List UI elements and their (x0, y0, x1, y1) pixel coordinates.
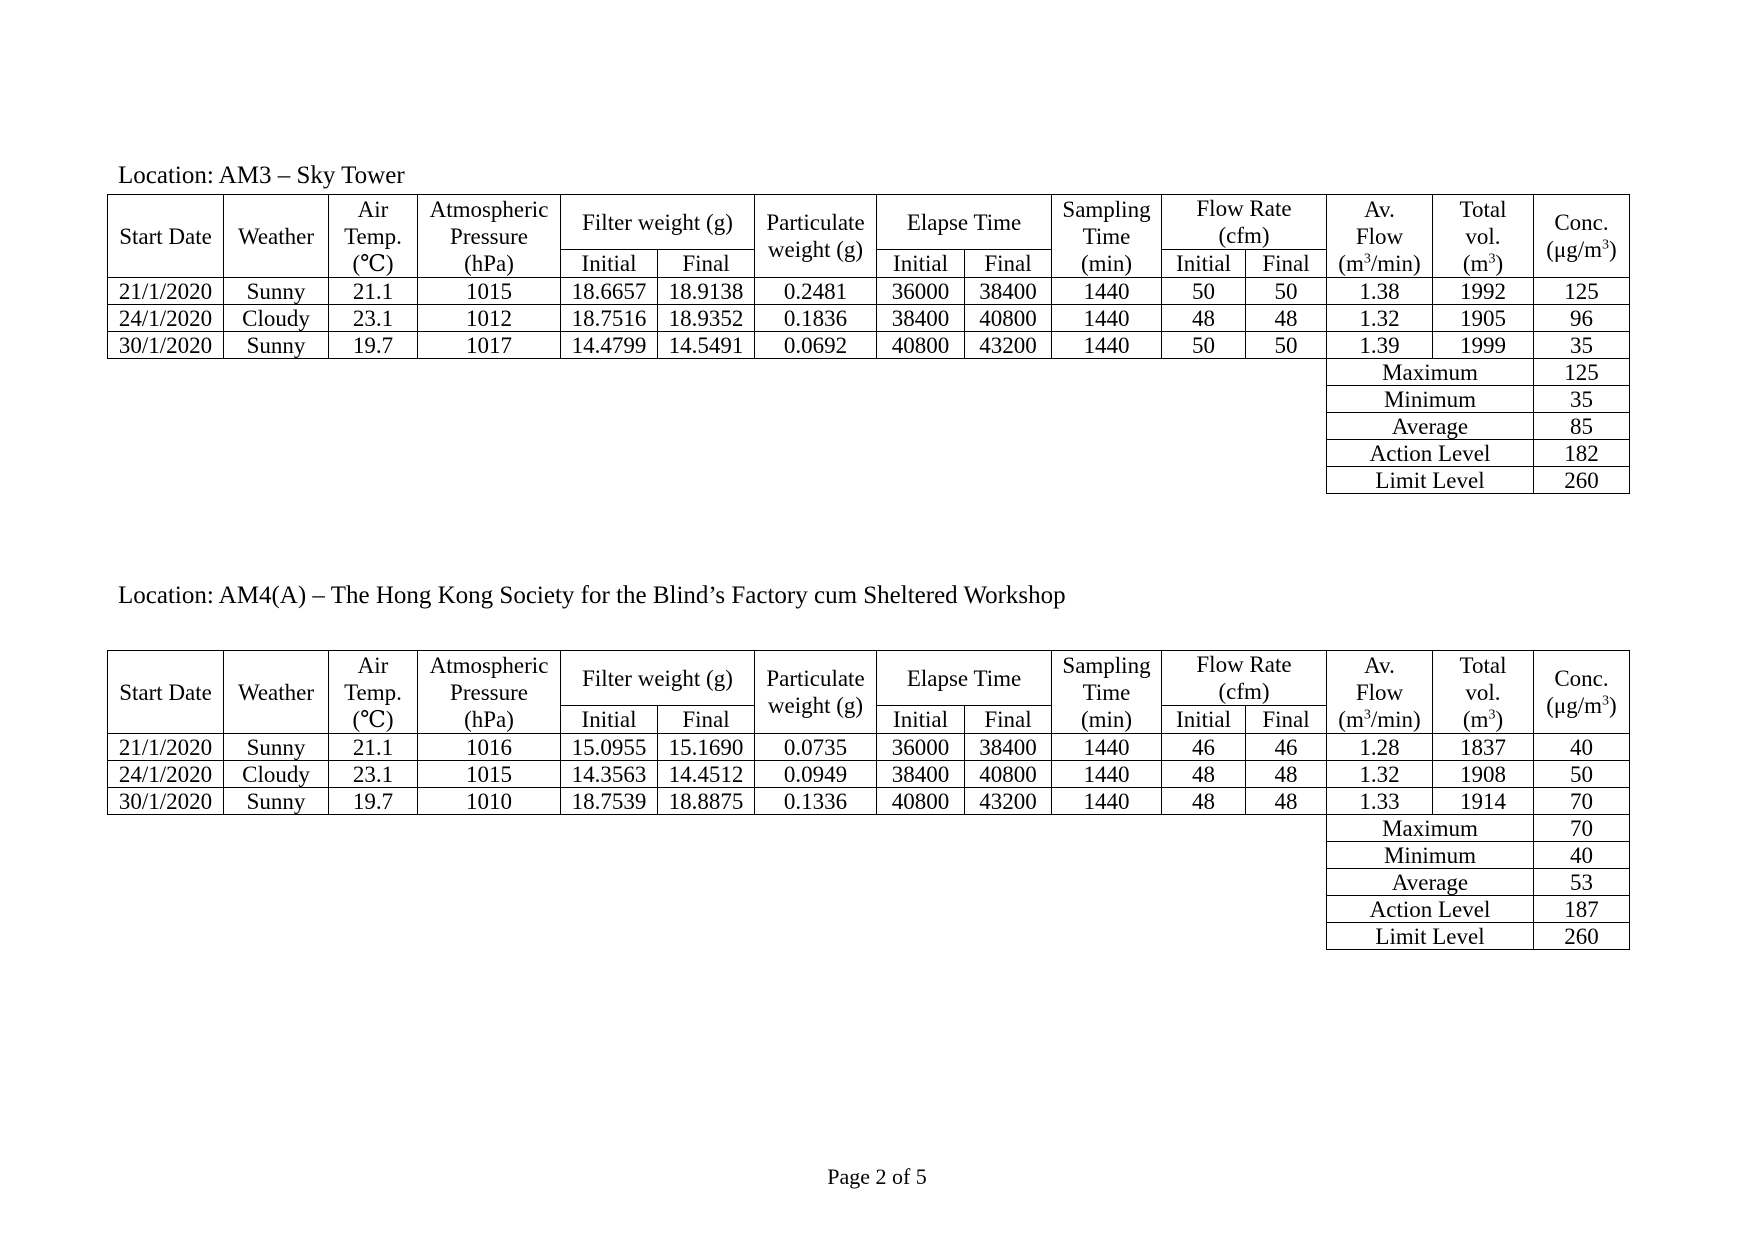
cell-flow-final: 48 (1246, 788, 1327, 815)
col-header-av-flow: Av. Flow $(m^3/\min)$ (1327, 651, 1433, 734)
page-number (0, 1164, 1754, 1190)
summary-label: Minimum (1327, 842, 1534, 869)
cell-air-temp: 21.1 (329, 734, 418, 761)
cell-particulate-weight: 0.0949 (755, 761, 877, 788)
cell-conc: 50 (1534, 761, 1630, 788)
air-monitoring-table (107, 650, 1630, 950)
summary-value: 53 (1534, 869, 1630, 896)
summary-label: Average (1327, 413, 1534, 440)
page-total: 5 (915, 1164, 927, 1189)
cell-elapse-final: 38400 (965, 734, 1052, 761)
summary-row (108, 815, 1630, 842)
col-header-av-flow: Av. Flow $(m^3/\min)$ (1327, 195, 1433, 278)
cell-pressure: 1016 (418, 734, 561, 761)
cell-flow-final: 48 (1246, 761, 1327, 788)
cell-filter-initial: 18.6657 (561, 278, 658, 305)
summary-label: Maximum (1327, 359, 1534, 386)
subheader-final: Final (1246, 706, 1327, 734)
cell-particulate-weight: 0.0692 (755, 332, 877, 359)
cell-flow-initial: 48 (1162, 788, 1246, 815)
cell-air-temp: 23.1 (329, 305, 418, 332)
section-title: Location: AM4(A) – The Hong Kong Society for the Blind’s Factory cum Sheltered Workshop (118, 582, 1066, 609)
cell-av-flow: 1.33 (1327, 788, 1433, 815)
col-header-flow-rate: Flow Rate (cfm) (1162, 651, 1327, 706)
summary-label: Minimum (1327, 386, 1534, 413)
col-header-sampling-time: Sampling Time (min) (1052, 651, 1162, 734)
cell-elapse-final: 43200 (965, 788, 1052, 815)
summary-value: 260 (1534, 923, 1630, 950)
cell-start-date: 21/1/2020 (108, 278, 224, 305)
summary-value: 35 (1534, 386, 1630, 413)
subheader-initial: Initial (1162, 706, 1246, 734)
col-header-conc: Conc. $(\mu g/m^3)$ (1534, 195, 1630, 278)
cell-sampling-time: 1440 (1052, 761, 1162, 788)
summary-label: Maximum (1327, 815, 1534, 842)
subheader-final: Final (965, 706, 1052, 734)
cell-total-vol: 1837 (1433, 734, 1534, 761)
summary-value: 260 (1534, 467, 1630, 494)
cell-weather: Cloudy (224, 761, 329, 788)
cell-pressure: 1012 (418, 305, 561, 332)
table-row (108, 734, 1630, 761)
cell-filter-initial: 18.7516 (561, 305, 658, 332)
cell-total-vol: 1992 (1433, 278, 1534, 305)
summary-row (108, 842, 1630, 869)
cell-flow-final: 48 (1246, 305, 1327, 332)
cell-filter-initial: 15.0955 (561, 734, 658, 761)
cell-start-date: 30/1/2020 (108, 788, 224, 815)
col-header-flow-rate: Flow Rate (cfm) (1162, 195, 1327, 250)
table-row (108, 332, 1630, 359)
subheader-final: Final (965, 250, 1052, 278)
cell-total-vol: 1905 (1433, 305, 1534, 332)
summary-value: 85 (1534, 413, 1630, 440)
cell-flow-initial: 50 (1162, 332, 1246, 359)
cell-filter-final: 18.9138 (658, 278, 755, 305)
cell-filter-final: 15.1690 (658, 734, 755, 761)
cell-flow-initial: 48 (1162, 761, 1246, 788)
col-header-particulate-weight: Particulate weight (g) (755, 651, 877, 734)
col-header-conc: Conc. $(\mu g/m^3)$ (1534, 651, 1630, 734)
cell-particulate-weight: 0.1336 (755, 788, 877, 815)
col-header-atmospheric-pressure: Atmospheric Pressure (hPa) (418, 195, 561, 278)
cell-sampling-time: 1440 (1052, 332, 1162, 359)
cell-start-date: 24/1/2020 (108, 761, 224, 788)
col-header-filter-weight: Filter weight (g) (561, 195, 755, 250)
summary-row (108, 359, 1630, 386)
summary-label: Limit Level (1327, 923, 1534, 950)
cell-elapse-final: 40800 (965, 761, 1052, 788)
cell-elapse-initial: 38400 (877, 761, 965, 788)
summary-label: Average (1327, 869, 1534, 896)
cell-start-date: 21/1/2020 (108, 734, 224, 761)
cell-sampling-time: 1440 (1052, 305, 1162, 332)
cell-total-vol: 1908 (1433, 761, 1534, 788)
air-monitoring-table (107, 194, 1630, 494)
of-word: of (891, 1164, 911, 1189)
cell-particulate-weight: 0.0735 (755, 734, 877, 761)
col-header-filter-weight: Filter weight (g) (561, 651, 755, 706)
summary-label: Action Level (1327, 440, 1534, 467)
cell-flow-initial: 46 (1162, 734, 1246, 761)
cell-air-temp: 23.1 (329, 761, 418, 788)
col-header-elapse-time: Elapse Time (877, 195, 1052, 250)
cell-filter-final: 18.9352 (658, 305, 755, 332)
cell-pressure: 1015 (418, 761, 561, 788)
summary-row (108, 386, 1630, 413)
col-header-weather: Weather (224, 195, 329, 278)
cell-weather: Sunny (224, 788, 329, 815)
page-current: 2 (875, 1164, 887, 1189)
summary-value: 182 (1534, 440, 1630, 467)
cell-elapse-final: 40800 (965, 305, 1052, 332)
summary-value: 187 (1534, 896, 1630, 923)
cell-particulate-weight: 0.2481 (755, 278, 877, 305)
summary-value: 70 (1534, 815, 1630, 842)
cell-total-vol: 1999 (1433, 332, 1534, 359)
col-header-air-temp: Air Temp. (℃) (329, 651, 418, 734)
cell-air-temp: 21.1 (329, 278, 418, 305)
summary-row (108, 869, 1630, 896)
cell-pressure: 1017 (418, 332, 561, 359)
cell-filter-final: 14.4512 (658, 761, 755, 788)
subheader-initial: Initial (877, 706, 965, 734)
cell-filter-initial: 14.4799 (561, 332, 658, 359)
cell-flow-initial: 50 (1162, 278, 1246, 305)
cell-conc: 35 (1534, 332, 1630, 359)
cell-elapse-initial: 36000 (877, 278, 965, 305)
cell-air-temp: 19.7 (329, 788, 418, 815)
col-header-weather: Weather (224, 651, 329, 734)
cell-pressure: 1010 (418, 788, 561, 815)
cell-conc: 96 (1534, 305, 1630, 332)
page-word: Page (827, 1164, 870, 1189)
subheader-final: Final (658, 706, 755, 734)
summary-row (108, 413, 1630, 440)
col-header-particulate-weight: Particulate weight (g) (755, 195, 877, 278)
subheader-initial: Initial (561, 706, 658, 734)
cell-pressure: 1015 (418, 278, 561, 305)
cell-flow-final: 50 (1246, 278, 1327, 305)
cell-sampling-time: 1440 (1052, 278, 1162, 305)
table-row (108, 761, 1630, 788)
col-header-elapse-time: Elapse Time (877, 651, 1052, 706)
table-row (108, 305, 1630, 332)
summary-value: 125 (1534, 359, 1630, 386)
summary-row (108, 467, 1630, 494)
cell-total-vol: 1914 (1433, 788, 1534, 815)
col-header-start-date: Start Date (108, 195, 224, 278)
col-header-air-temp: Air Temp. (℃) (329, 195, 418, 278)
cell-elapse-initial: 38400 (877, 305, 965, 332)
cell-conc: 125 (1534, 278, 1630, 305)
col-header-total-vol: Total vol. $(m^3)$ (1433, 651, 1534, 734)
cell-weather: Sunny (224, 278, 329, 305)
subheader-initial: Initial (561, 250, 658, 278)
col-header-atmospheric-pressure: Atmospheric Pressure (hPa) (418, 651, 561, 734)
cell-particulate-weight: 0.1836 (755, 305, 877, 332)
subheader-final: Final (658, 250, 755, 278)
cell-sampling-time: 1440 (1052, 788, 1162, 815)
cell-elapse-final: 38400 (965, 278, 1052, 305)
col-header-total-vol: Total vol. $(m^3)$ (1433, 195, 1534, 278)
subheader-initial: Initial (1162, 250, 1246, 278)
cell-flow-final: 50 (1246, 332, 1327, 359)
cell-elapse-initial: 40800 (877, 332, 965, 359)
cell-weather: Cloudy (224, 305, 329, 332)
cell-av-flow: 1.38 (1327, 278, 1433, 305)
cell-elapse-final: 43200 (965, 332, 1052, 359)
cell-sampling-time: 1440 (1052, 734, 1162, 761)
cell-flow-final: 46 (1246, 734, 1327, 761)
cell-filter-final: 18.8875 (658, 788, 755, 815)
summary-value: 40 (1534, 842, 1630, 869)
summary-row (108, 896, 1630, 923)
summary-label: Action Level (1327, 896, 1534, 923)
cell-elapse-initial: 36000 (877, 734, 965, 761)
cell-filter-initial: 14.3563 (561, 761, 658, 788)
cell-weather: Sunny (224, 332, 329, 359)
cell-av-flow: 1.39 (1327, 332, 1433, 359)
cell-air-temp: 19.7 (329, 332, 418, 359)
cell-filter-initial: 18.7539 (561, 788, 658, 815)
summary-row (108, 923, 1630, 950)
cell-weather: Sunny (224, 734, 329, 761)
summary-row (108, 440, 1630, 467)
cell-flow-initial: 48 (1162, 305, 1246, 332)
cell-start-date: 30/1/2020 (108, 332, 224, 359)
cell-av-flow: 1.32 (1327, 761, 1433, 788)
col-header-sampling-time: Sampling Time (min) (1052, 195, 1162, 278)
cell-av-flow: 1.28 (1327, 734, 1433, 761)
subheader-final: Final (1246, 250, 1327, 278)
subheader-initial: Initial (877, 250, 965, 278)
table-row (108, 278, 1630, 305)
cell-start-date: 24/1/2020 (108, 305, 224, 332)
cell-filter-final: 14.5491 (658, 332, 755, 359)
summary-label: Limit Level (1327, 467, 1534, 494)
col-header-start-date: Start Date (108, 651, 224, 734)
table-row (108, 788, 1630, 815)
cell-conc: 70 (1534, 788, 1630, 815)
cell-elapse-initial: 40800 (877, 788, 965, 815)
cell-conc: 40 (1534, 734, 1630, 761)
section-title: Location: AM3 – Sky Tower (118, 162, 405, 189)
cell-av-flow: 1.32 (1327, 305, 1433, 332)
